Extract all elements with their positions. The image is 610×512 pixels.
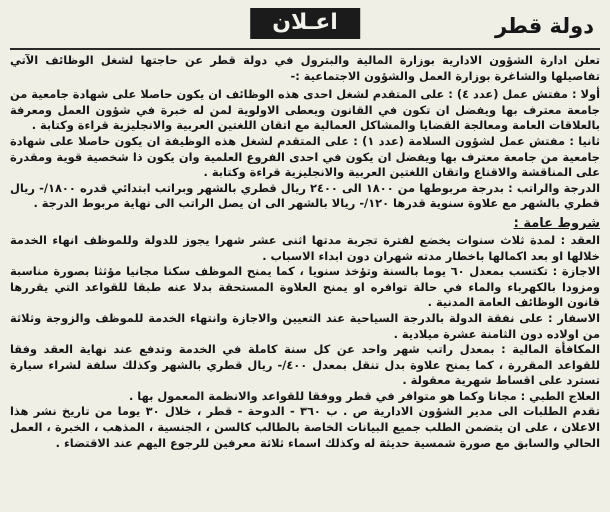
general-conditions-title: شروط عامة :	[513, 215, 600, 231]
header	[10, 6, 600, 46]
intro-paragraph: تعلن ادارة الشؤون الادارية بوزارة المالية والبترول في دولة قطر عن حاجتها لشغل الوظائف الآتي تفاصيلها والشاغرة بوزارة العمل والشؤون الاجتماعية :-	[10, 53, 600, 83]
bonus-paragraph: المكافأة المالية : بمعدل راتب شهر واحد عن كل سنة كاملة في الخدمة وتدفع عند نهاية العقد وفقا للقواعد المقررة ، كما يمنح علاوة بدل تنقل بمعدل ٤٠٠/- ريال قطري بالشهر وكذلك سلفة لشراء سيارة تسترد على اقساط شهرية معقولة .	[10, 342, 600, 388]
leave-paragraph: الاجازة : تكتسب بمعدل ٦٠ يوما بالسنة وتؤخذ سنويا ، كما يمنح الموظف سكنا مجانيا مؤثثا بصورة مناسبة ومزودا بالكهرباء والماء في حالة توافره او يمنح العلاوة المستحقة بدلا عنه طبقا للقواعد التي يقررها قانون الوظائف العامة المدنية .	[10, 264, 600, 310]
item-safety-inspector: ثانيا : مفتش عمل لشؤون السلامة (عدد ١) : على المتقدم لشغل هذه الوظيفة ان يكون حاصلا على شهادة جامعية من جامعة معترف بها ويفضل ان يكون في احدى الفروع العلمية وان يكون ذا شخصية قوية ومقدرة على المناقشة والاقناع واتقان اللغتين العربية والانجليزية قراءة وكتابة .	[10, 133, 600, 180]
announcement-badge: اعـلان	[250, 8, 360, 39]
state-name: دولة قطر	[494, 14, 594, 38]
travel-paragraph: الاسفار : على نفقة الدولة بالدرجة السياحية عند التعيين والاجازة وانتهاء الخدمة للموظف والزوجة وثلاثة من اولاده دون الثامنة عشرة ميلادية .	[10, 310, 600, 341]
contract-paragraph: العقد : لمدة ثلاث سنوات يخضع لفترة تجربة مدتها اثنى عشر شهرا يجوز للدولة وللموظف انهاء الخدمة خلالها او بعد اكمالها باخطار مدته شهران دون ابداء الاسباب .	[10, 232, 600, 263]
medical-paragraph: العلاج الطبي : مجانا وكما هو متوافر في قطر ووفقا للقواعد والانظمة المعمول بها .	[129, 388, 600, 403]
application-paragraph: تقدم الطلبات الى مدير الشؤون الادارية ص . ب ٣٦٠ - الدوحة - قطر ، خلال ٣٠ يوما من تاريخ نشر هذا الاعلان ، على ان يتضمن الطلب جميع البيانات الخاصة بالطالب كالسن ، الجنسية ، المذهب ، الخبرة ، العمل الحالي والسابق مع صورة شمسية حديثة له وكذلك اسماء ثلاثة معرفين للرجوع اليهم عند الاقتضاء .	[10, 404, 600, 450]
salary-paragraph: الدرجة والراتب : بدرجة مربوطها من ١٨٠٠ الى ٢٤٠٠ ريال قطري بالشهر وبراتب ابتدائي قدره ١٨٠٠/- ريال قطري بالشهر مع علاوة سنوية قدرها ١٢٠/- ريالا بالشهر الى ان يصل الراتب الى نهاية مربوط الدرجة .	[10, 180, 601, 211]
item-labor-inspector: أولا : مفتش عمل (عدد ٤) : على المتقدم لشغل احدى هذه الوظائف ان يكون حاصلا على شهادة جامعية من جامعة معترف بها ويفضل ان تكون في القانون ويعطى الاولوية لمن له خبرة في شؤون العمل ومعرفة بالعلاقات العامة ومعالجة القضايا والمشاكل العمالية مع اتقان اللغتين العربية والانجليزية قراءة وكتابة .	[10, 87, 600, 133]
header-divider	[10, 48, 600, 50]
